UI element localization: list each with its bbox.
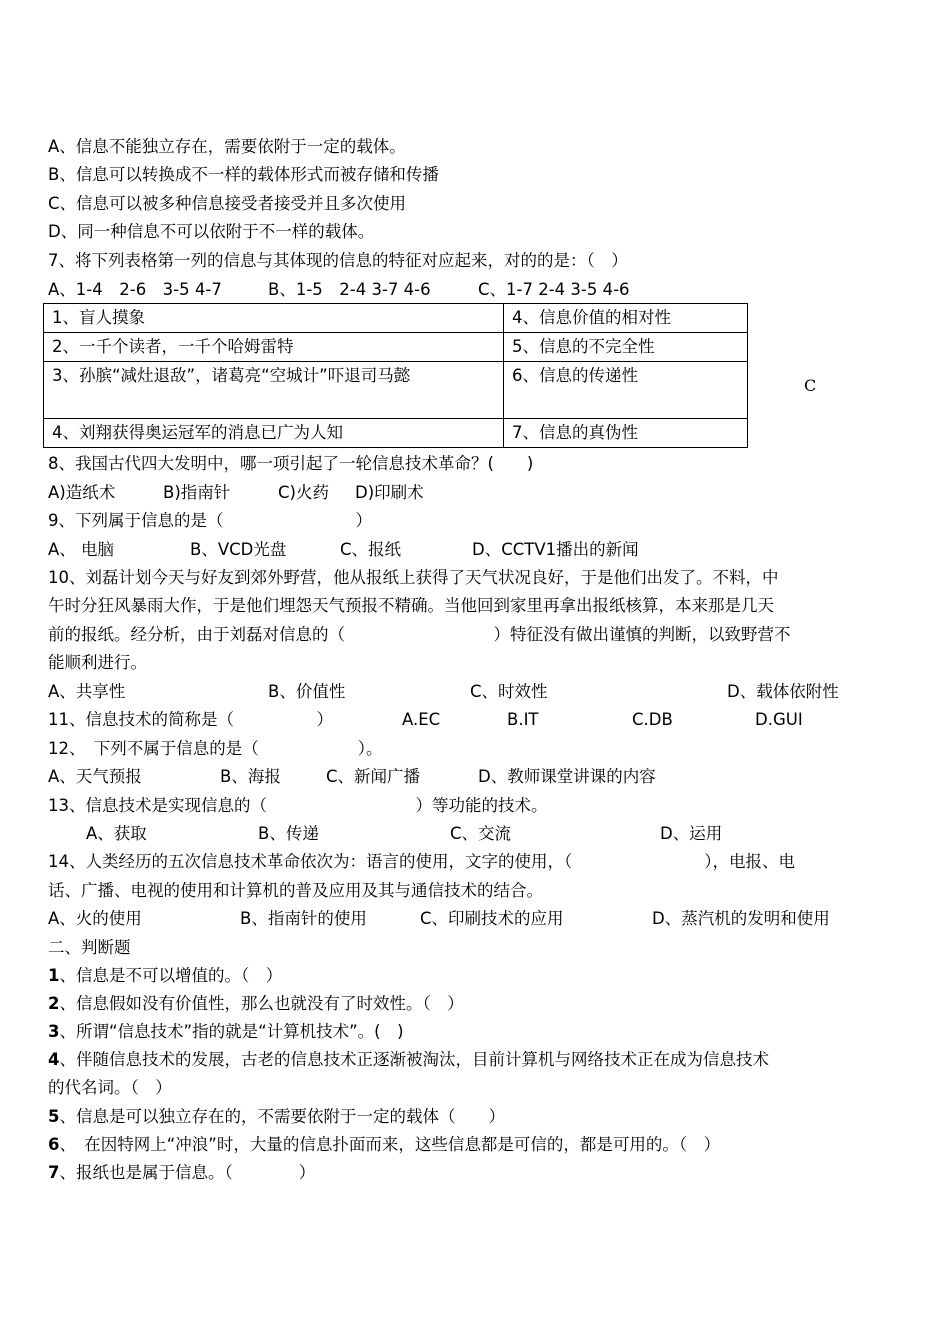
q12-option-c: C、新闻广播	[326, 767, 421, 786]
tf-item-text: 、伴随信息技术的发展，古老的信息技术正逐渐被淘汰，目前计算机与网络技术正在成为信息技术	[59, 1050, 769, 1069]
tf-item-number: 2	[48, 994, 60, 1013]
q13-option-a: A、获取	[86, 824, 147, 843]
q12-option-b: B、海报	[220, 767, 281, 786]
q10-option-d: D、载体依附性	[727, 682, 839, 701]
tf-item	[48, 1105, 505, 1129]
section-title: 二、判断题	[48, 938, 131, 957]
tf-item-text: 的代名词。（ ）	[48, 1078, 172, 1097]
q11-option-d: D.GUI	[755, 710, 803, 729]
q10-option-c: C、时效性	[470, 682, 548, 701]
q12-option-d: D、教师课堂讲课的内容	[478, 767, 656, 786]
tf-item-continuation	[48, 1076, 172, 1100]
table-cell: 4、刘翔获得奥运冠军的消息已广为人知	[44, 419, 504, 448]
tf-item	[48, 1048, 769, 1072]
tf-item-number: 1	[48, 966, 60, 985]
q10-line-1: 10、刘磊计划今天与好友到郊外野营，他从报纸上获得了天气状况良好，于是他们出发了。不料，中	[48, 568, 779, 587]
table-row	[44, 333, 748, 362]
tf-item-number: 7	[48, 1163, 60, 1182]
q11-option-b: B.IT	[507, 710, 539, 729]
q8-question: 8、我国古代四大发明中，哪一项引起了一轮信息技术革命？( )	[48, 454, 534, 473]
q13-question: 13、信息技术是实现信息的（ ）等功能的技术。	[48, 796, 548, 815]
q6-option-c: C、信息可以被多种信息接受者接受并且多次使用	[48, 194, 407, 213]
side-answer-mark: C	[804, 376, 817, 395]
tf-item-number: 3	[48, 1022, 60, 1041]
q7-option-b: B、1-5 2-4 3-7 4-6	[268, 280, 431, 299]
q10-option-a: A、共享性	[48, 682, 126, 701]
q10-line-3: 前的报纸。经分析，由于刘磊对信息的（ ）特征没有做出谨慎的判断，以致野营不	[48, 625, 791, 644]
tf-item-text: 、信息假如没有价值性，那么也就没有了时效性。（ ）	[59, 994, 464, 1013]
table-row	[44, 304, 748, 333]
q13-option-b: B、传递	[258, 824, 319, 843]
tf-item-text: 、 在因特网上“冲浪”时，大量的信息扑面而来，这些信息都是可信的，都是可用的。（ ）	[59, 1135, 721, 1154]
q10-line-2: 午时分狂风暴雨大作，于是他们埋怨天气预报不精确。当他回到家里再拿出报纸核算，本来那是几天	[48, 596, 774, 615]
table-cell: 5、信息的不完全性	[504, 333, 748, 362]
tf-item-text: 、信息是不可以增值的。（ ）	[59, 966, 283, 985]
q8-option-c: C)火药	[278, 483, 329, 502]
q14-option-d: D、蒸汽机的发明和使用	[652, 909, 830, 928]
table-row	[44, 419, 748, 448]
q8-option-d: D)印刷术	[355, 483, 424, 502]
q9-option-d: D、CCTV1播出的新闻	[472, 540, 639, 559]
q6-option-d: D、同一种信息不可以依附于不一样的载体。	[48, 222, 375, 241]
q8-option-b: B)指南针	[163, 483, 231, 502]
q10-option-b: B、价值性	[268, 682, 346, 701]
q7-option-a: A、1-4 2-6 3-5 4-7	[48, 280, 222, 299]
q9-question: 9、下列属于信息的是（ ）	[48, 511, 372, 530]
q14-option-b: B、指南针的使用	[240, 909, 367, 928]
tf-item-number: 6	[48, 1135, 60, 1154]
q7-question: 7、将下列表格第一列的信息与其体现的信息的特征对应起来，对的的是：（ ）	[48, 251, 628, 270]
q9-option-b: B、VCD光盘	[190, 540, 287, 559]
q13-option-c: C、交流	[450, 824, 512, 843]
tf-item-number: 5	[48, 1107, 60, 1126]
table-row	[44, 362, 748, 419]
q14-option-c: C、印刷技术的应用	[420, 909, 564, 928]
tf-item	[48, 964, 282, 988]
q6-option-a: A、信息不能独立存在，需要依附于一定的载体。	[48, 137, 406, 156]
table-cell: 6、信息的传递性	[504, 362, 748, 419]
tf-item	[48, 1133, 720, 1157]
tf-item-number: 4	[48, 1050, 60, 1069]
tf-item	[48, 992, 464, 1016]
q11-option-a: A.EC	[402, 710, 441, 729]
q6-option-b: B、信息可以转换成不一样的载体形式而被存储和传播	[48, 165, 439, 184]
q7-option-c: C、1-7 2-4 3-5 4-6	[478, 280, 630, 299]
q9-option-a: A、 电脑	[48, 540, 115, 559]
q11-option-c: C.DB	[632, 710, 673, 729]
table-cell: 4、信息价值的相对性	[504, 304, 748, 333]
table-cell: 7、信息的真伪性	[504, 419, 748, 448]
tf-item-text: 、报纸也是属于信息。（ ）	[59, 1163, 316, 1182]
q14-line-1: 14、人类经历的五次信息技术革命依次为：语言的使用，文字的使用，（ ），电报、电	[48, 852, 795, 871]
table-cell: 3、孙膑“减灶退敌”，诸葛亮“空城计”吓退司马懿	[44, 362, 504, 419]
table-cell: 1、盲人摸象	[44, 304, 504, 333]
table-cell: 2、一千个读者，一千个哈姆雷特	[44, 333, 504, 362]
tf-item	[48, 1161, 315, 1185]
q12-question: 12、 下列不属于信息的是（ ）。	[48, 739, 383, 758]
q8-option-a: A)造纸术	[48, 483, 116, 502]
q9-option-c: C、报纸	[340, 540, 402, 559]
q11-question: 11、信息技术的简称是（ ）	[48, 710, 333, 729]
tf-item-text: 、信息是可以独立存在的，不需要依附于一定的载体（ ）	[59, 1107, 505, 1126]
q14-option-a: A、火的使用	[48, 909, 142, 928]
tf-item	[48, 1020, 404, 1044]
q13-option-d: D、运用	[660, 824, 723, 843]
q14-line-2: 话、广播、电视的使用和计算机的普及应用及其与通信技术的结合。	[48, 881, 543, 900]
q7-matching-table	[43, 303, 748, 448]
tf-item-text: 、所谓“信息技术”指的就是“计算机技术”。( )	[59, 1022, 404, 1041]
q12-option-a: A、天气预报	[48, 767, 142, 786]
q10-line-4: 能顺利进行。	[48, 653, 147, 672]
